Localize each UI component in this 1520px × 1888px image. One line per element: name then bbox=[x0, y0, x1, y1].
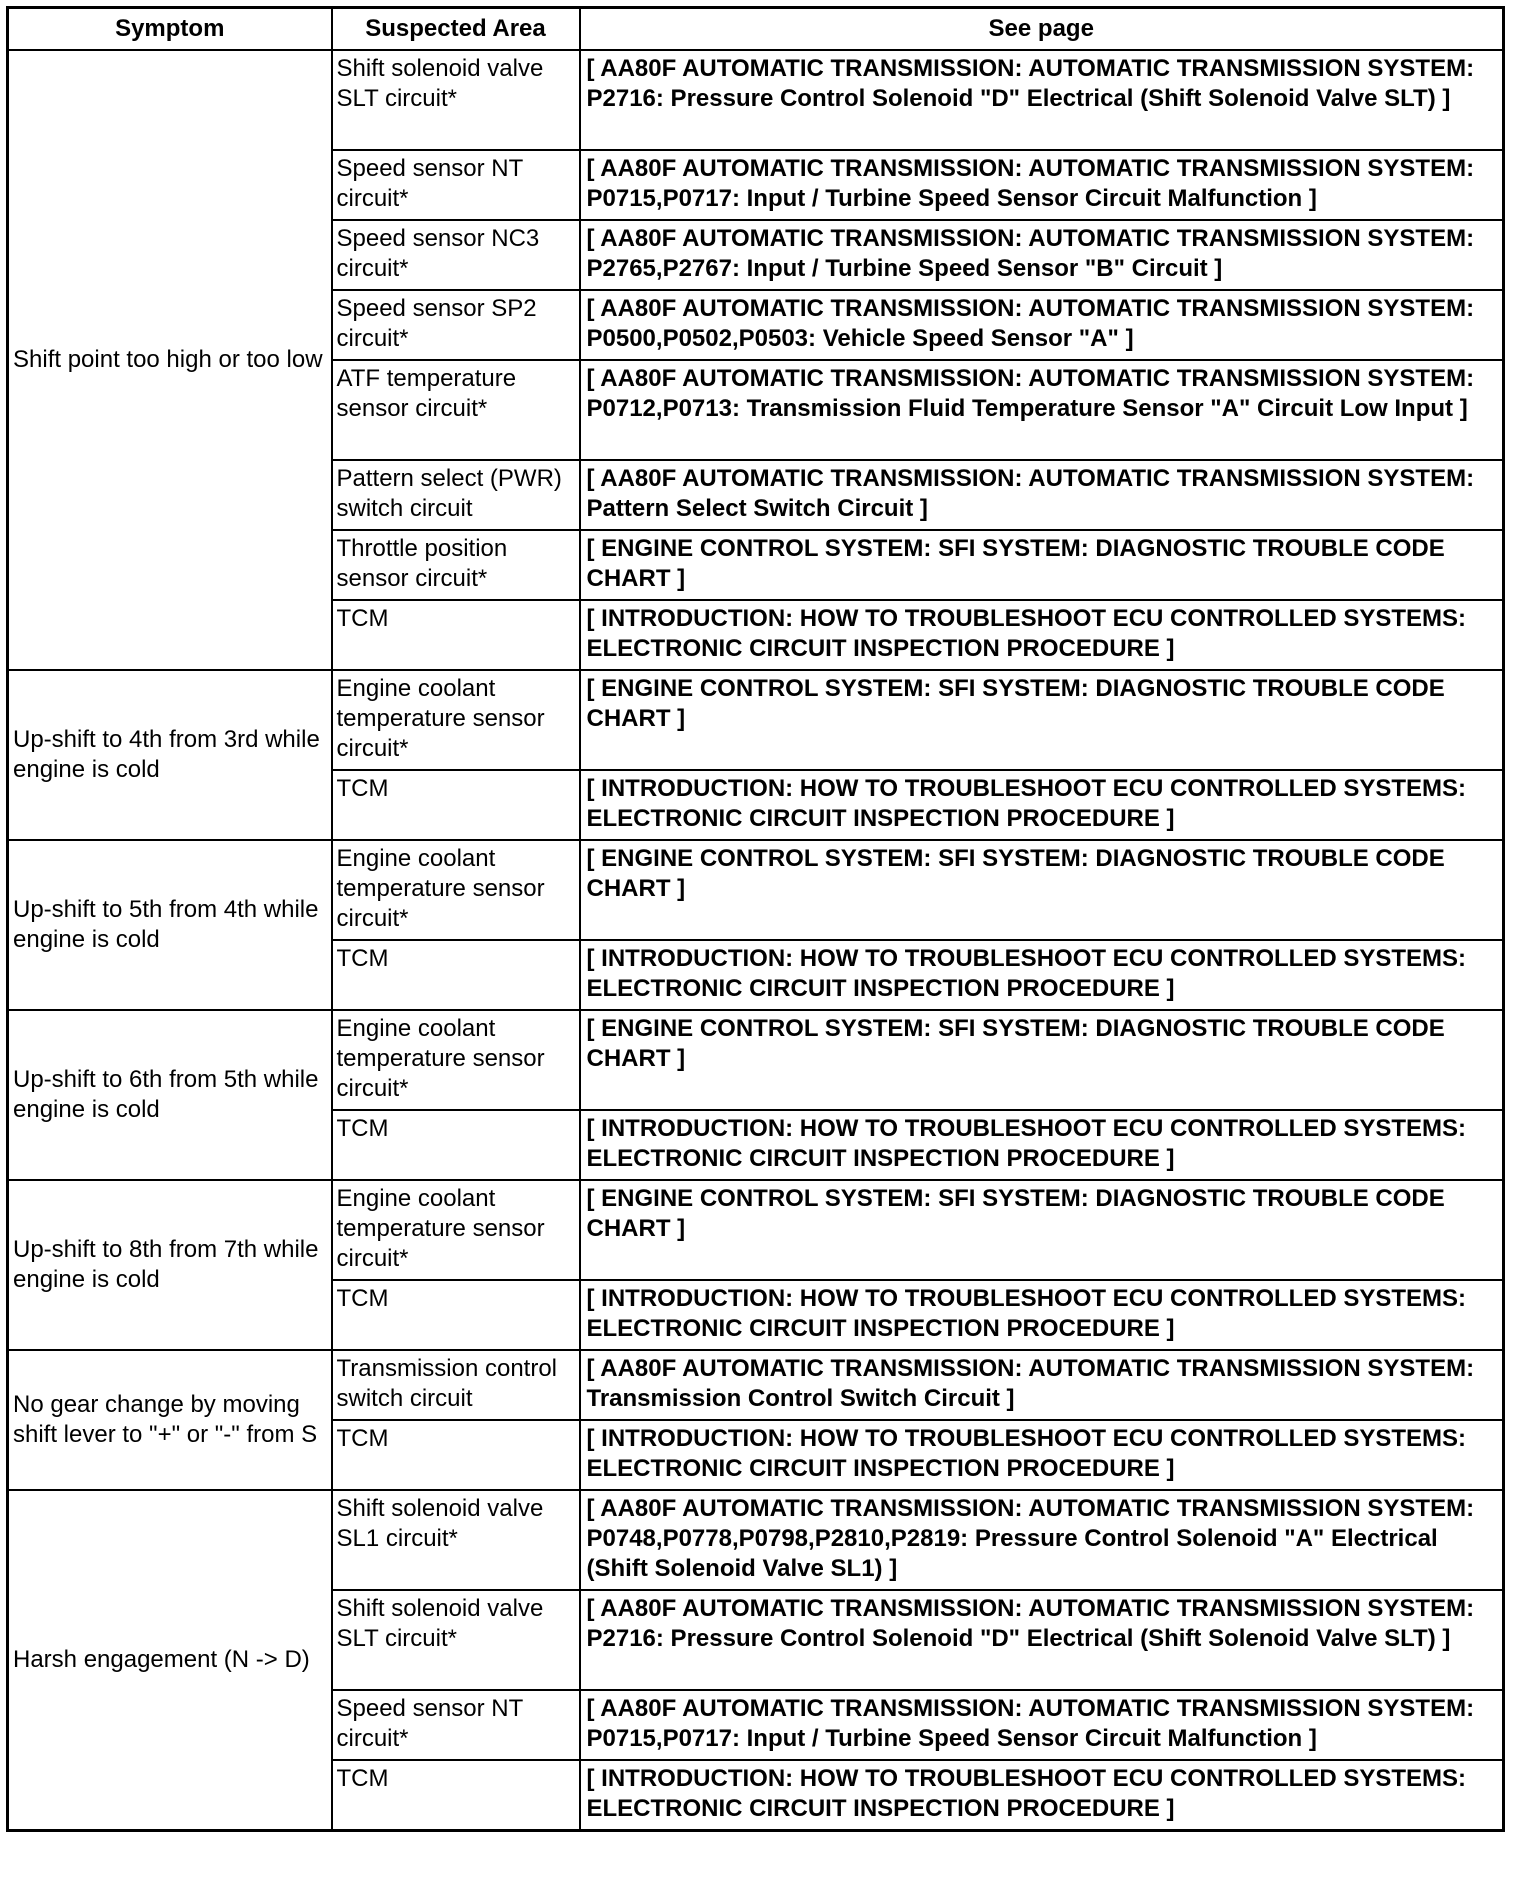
see-page-reference[interactable]: [ ENGINE CONTROL SYSTEM: SFI SYSTEM: DIAGNOSTIC TROUBLE CODE CHART ] bbox=[580, 530, 1504, 600]
suspected-area-cell: Engine coolant temperature sensor circuit* bbox=[332, 1180, 580, 1280]
see-page-reference[interactable]: [ AA80F AUTOMATIC TRANSMISSION: AUTOMATIC TRANSMISSION SYSTEM: P0715,P0717: Input / Turbine Speed Sensor Circuit Malfunction ] bbox=[580, 150, 1504, 220]
suspected-area-cell: Shift solenoid valve SLT circuit* bbox=[332, 50, 580, 150]
see-page-reference[interactable]: [ AA80F AUTOMATIC TRANSMISSION: AUTOMATIC TRANSMISSION SYSTEM: Pattern Select Switch Circuit ] bbox=[580, 460, 1504, 530]
symptom-cell: Up-shift to 5th from 4th while engine is cold bbox=[8, 840, 332, 1010]
suspected-area-cell: TCM bbox=[332, 770, 580, 840]
table-row bbox=[8, 50, 1504, 150]
symptom-cell: Shift point too high or too low bbox=[8, 50, 332, 670]
header-see-page: See page bbox=[580, 8, 1504, 51]
see-page-reference[interactable]: [ AA80F AUTOMATIC TRANSMISSION: AUTOMATIC TRANSMISSION SYSTEM: Transmission Control Switch Circuit ] bbox=[580, 1350, 1504, 1420]
suspected-area-cell: TCM bbox=[332, 1110, 580, 1180]
see-page-reference[interactable]: [ INTRODUCTION: HOW TO TROUBLESHOOT ECU CONTROLLED SYSTEMS: ELECTRONIC CIRCUIT INSPECTION PROCEDURE ] bbox=[580, 1420, 1504, 1490]
see-page-reference[interactable]: [ ENGINE CONTROL SYSTEM: SFI SYSTEM: DIAGNOSTIC TROUBLE CODE CHART ] bbox=[580, 1010, 1504, 1110]
suspected-area-cell: Speed sensor NT circuit* bbox=[332, 150, 580, 220]
see-page-reference[interactable]: [ INTRODUCTION: HOW TO TROUBLESHOOT ECU CONTROLLED SYSTEMS: ELECTRONIC CIRCUIT INSPECTION PROCEDURE ] bbox=[580, 1110, 1504, 1180]
symptom-cell: No gear change by moving shift lever to "+" or "-" from S bbox=[8, 1350, 332, 1490]
see-page-reference[interactable]: [ INTRODUCTION: HOW TO TROUBLESHOOT ECU CONTROLLED SYSTEMS: ELECTRONIC CIRCUIT INSPECTION PROCEDURE ] bbox=[580, 940, 1504, 1010]
suspected-area-cell: TCM bbox=[332, 1420, 580, 1490]
see-page-reference[interactable]: [ AA80F AUTOMATIC TRANSMISSION: AUTOMATIC TRANSMISSION SYSTEM: P0500,P0502,P0503: Vehicle Speed Sensor "A" ] bbox=[580, 290, 1504, 360]
table-body bbox=[8, 50, 1504, 1830]
see-page-reference[interactable]: [ AA80F AUTOMATIC TRANSMISSION: AUTOMATIC TRANSMISSION SYSTEM: P2765,P2767: Input / Turbine Speed Sensor "B" Circuit ] bbox=[580, 220, 1504, 290]
see-page-reference[interactable]: [ ENGINE CONTROL SYSTEM: SFI SYSTEM: DIAGNOSTIC TROUBLE CODE CHART ] bbox=[580, 670, 1504, 770]
see-page-reference[interactable]: [ INTRODUCTION: HOW TO TROUBLESHOOT ECU CONTROLLED SYSTEMS: ELECTRONIC CIRCUIT INSPECTION PROCEDURE ] bbox=[580, 770, 1504, 840]
table-row bbox=[8, 840, 1504, 940]
symptom-cell: Harsh engagement (N -> D) bbox=[8, 1490, 332, 1830]
suspected-area-cell: Speed sensor NT circuit* bbox=[332, 1690, 580, 1760]
see-page-reference[interactable]: [ ENGINE CONTROL SYSTEM: SFI SYSTEM: DIAGNOSTIC TROUBLE CODE CHART ] bbox=[580, 1180, 1504, 1280]
table-row bbox=[8, 1180, 1504, 1280]
suspected-area-cell: Pattern select (PWR) switch circuit bbox=[332, 460, 580, 530]
symptom-cell: Up-shift to 6th from 5th while engine is cold bbox=[8, 1010, 332, 1180]
table-row bbox=[8, 670, 1504, 770]
troubleshooting-table bbox=[6, 6, 1505, 1832]
table-row bbox=[8, 1350, 1504, 1420]
see-page-reference[interactable]: [ AA80F AUTOMATIC TRANSMISSION: AUTOMATIC TRANSMISSION SYSTEM: P0715,P0717: Input / Turbine Speed Sensor Circuit Malfunction ] bbox=[580, 1690, 1504, 1760]
suspected-area-cell: TCM bbox=[332, 1280, 580, 1350]
see-page-reference[interactable]: [ AA80F AUTOMATIC TRANSMISSION: AUTOMATIC TRANSMISSION SYSTEM: P0748,P0778,P0798,P2810,P2819: Pressure Control Solenoid "A" Electrical (Shift Solenoid Valve SL1) ] bbox=[580, 1490, 1504, 1590]
suspected-area-cell: TCM bbox=[332, 940, 580, 1010]
suspected-area-cell: Throttle position sensor circuit* bbox=[332, 530, 580, 600]
see-page-reference[interactable]: [ INTRODUCTION: HOW TO TROUBLESHOOT ECU CONTROLLED SYSTEMS: ELECTRONIC CIRCUIT INSPECTION PROCEDURE ] bbox=[580, 1280, 1504, 1350]
suspected-area-cell: Shift solenoid valve SLT circuit* bbox=[332, 1590, 580, 1690]
suspected-area-cell: Engine coolant temperature sensor circuit* bbox=[332, 670, 580, 770]
table-row bbox=[8, 1010, 1504, 1110]
symptom-cell: Up-shift to 4th from 3rd while engine is cold bbox=[8, 670, 332, 840]
suspected-area-cell: Engine coolant temperature sensor circuit* bbox=[332, 1010, 580, 1110]
see-page-reference[interactable]: [ ENGINE CONTROL SYSTEM: SFI SYSTEM: DIAGNOSTIC TROUBLE CODE CHART ] bbox=[580, 840, 1504, 940]
suspected-area-cell: TCM bbox=[332, 600, 580, 670]
see-page-reference[interactable]: [ INTRODUCTION: HOW TO TROUBLESHOOT ECU CONTROLLED SYSTEMS: ELECTRONIC CIRCUIT INSPECTION PROCEDURE ] bbox=[580, 1760, 1504, 1830]
suspected-area-cell: Speed sensor SP2 circuit* bbox=[332, 290, 580, 360]
suspected-area-cell: Engine coolant temperature sensor circuit* bbox=[332, 840, 580, 940]
suspected-area-cell: ATF temperature sensor circuit* bbox=[332, 360, 580, 460]
see-page-reference[interactable]: [ AA80F AUTOMATIC TRANSMISSION: AUTOMATIC TRANSMISSION SYSTEM: P0712,P0713: Transmission Fluid Temperature Sensor "A" Circuit Low Input ] bbox=[580, 360, 1504, 460]
table-row bbox=[8, 1490, 1504, 1590]
header-row bbox=[8, 8, 1504, 51]
header-symptom: Symptom bbox=[8, 8, 332, 51]
see-page-reference[interactable]: [ AA80F AUTOMATIC TRANSMISSION: AUTOMATIC TRANSMISSION SYSTEM: P2716: Pressure Control Solenoid "D" Electrical (Shift Solenoid Valve SLT) ] bbox=[580, 50, 1504, 150]
suspected-area-cell: Speed sensor NC3 circuit* bbox=[332, 220, 580, 290]
suspected-area-cell: Shift solenoid valve SL1 circuit* bbox=[332, 1490, 580, 1590]
table-header bbox=[8, 8, 1504, 51]
suspected-area-cell: TCM bbox=[332, 1760, 580, 1830]
see-page-reference[interactable]: [ INTRODUCTION: HOW TO TROUBLESHOOT ECU CONTROLLED SYSTEMS: ELECTRONIC CIRCUIT INSPECTION PROCEDURE ] bbox=[580, 600, 1504, 670]
see-page-reference[interactable]: [ AA80F AUTOMATIC TRANSMISSION: AUTOMATIC TRANSMISSION SYSTEM: P2716: Pressure Control Solenoid "D" Electrical (Shift Solenoid Valve SLT) ] bbox=[580, 1590, 1504, 1690]
suspected-area-cell: Transmission control switch circuit bbox=[332, 1350, 580, 1420]
symptom-cell: Up-shift to 8th from 7th while engine is cold bbox=[8, 1180, 332, 1350]
header-suspected-area: Suspected Area bbox=[332, 8, 580, 51]
